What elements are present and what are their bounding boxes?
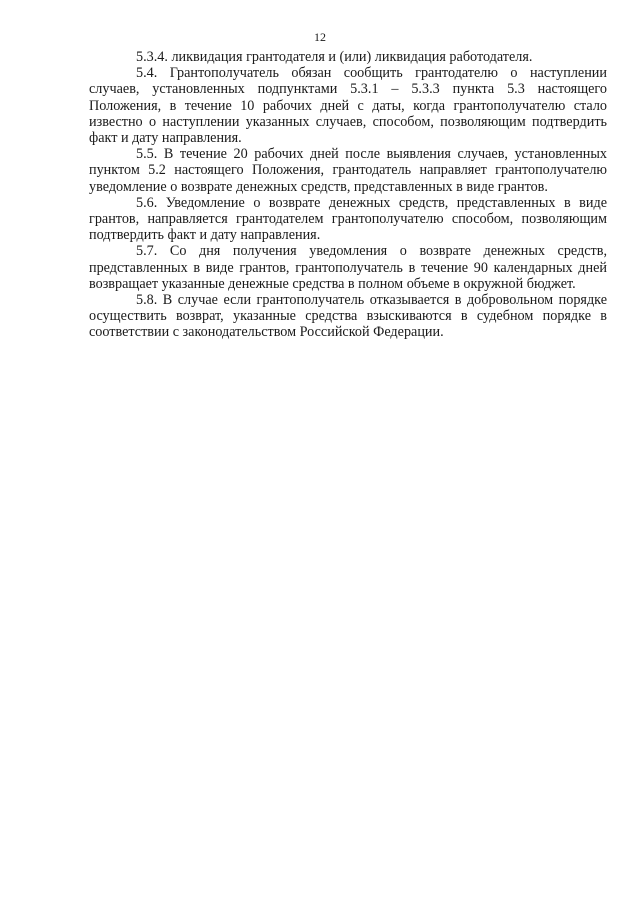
- paragraph-5-5: 5.5. В течение 20 рабочих дней после выявления случаев, установленных пунктом 5.2 настоящего Положения, грантодатель направляет грантополучателю уведомление о возврате денежных средств, представленных в виде грантов.: [89, 146, 607, 195]
- paragraph-5-8: 5.8. В случае если грантополучатель отказывается в добровольном порядке осуществить возврат, указанные средства взыскиваются в судебном порядке в соответствии с законодательством Российской Федерации.: [89, 292, 607, 341]
- paragraph-5-7: 5.7. Со дня получения уведомления о возврате денежных средств, представленных в виде грантов, грантополучатель в течение 90 календарных дней возвращает указанные денежные средства в полном объеме в окружной бюджет.: [89, 243, 607, 292]
- paragraph-5-4: 5.4. Грантополучатель обязан сообщить грантодателю о наступлении случаев, установленных подпунктами 5.3.1 – 5.3.3 пункта 5.3 настоящего Положения, в течение 10 рабочих дней с даты, когда грантополучателю стало известно о наступлении указанных случаев, способом, позволяющим подтвердить факт и дату направления.: [89, 65, 607, 147]
- paragraph-5-3-4: 5.3.4. ликвидация грантодателя и (или) ликвидация работодателя.: [136, 49, 533, 65]
- document-body: [89, 49, 607, 341]
- paragraph-5-6: 5.6. Уведомление о возврате денежных средств, представленных в виде грантов, направляется грантодателем грантополучателю способом, позволяющим подтвердить факт и дату направления.: [89, 194, 607, 244]
- page-number: 12: [314, 30, 326, 44]
